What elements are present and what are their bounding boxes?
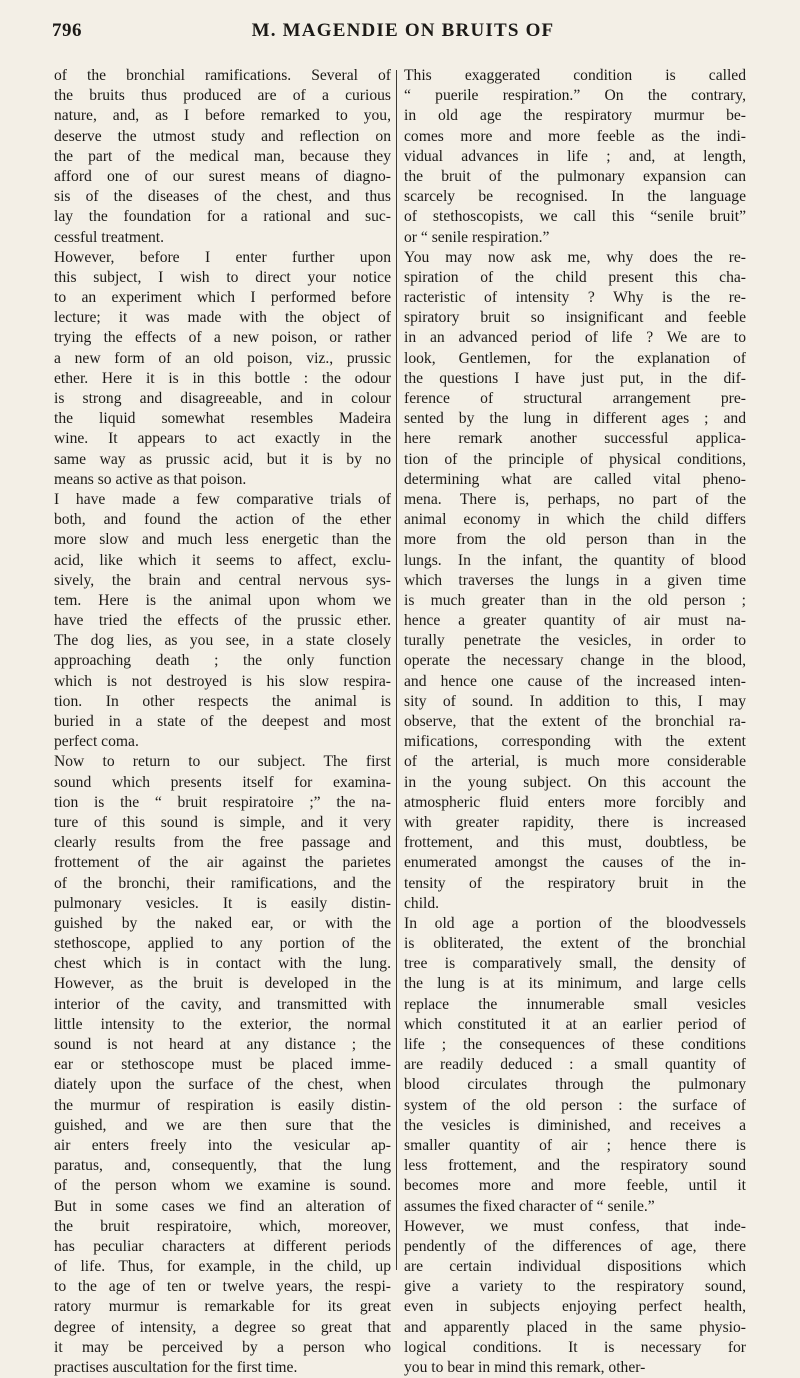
right-column-line: blood circulates through the pulmonary bbox=[404, 1076, 746, 1094]
left-column-line: little intensity to the exterior, the normal bbox=[54, 1015, 391, 1033]
left-column-line: diately upon the surface of the chest, when bbox=[54, 1076, 391, 1094]
left-column-line: has peculiar characters at different periods bbox=[54, 1237, 391, 1255]
right-column-line: the vesicles is diminished, and receives a bbox=[404, 1116, 746, 1134]
right-column-line: less frottement, and the respiratory sound bbox=[404, 1157, 746, 1175]
right-column-line: atmospheric fluid enters more forcibly and bbox=[404, 793, 746, 811]
right-column-line: child. bbox=[404, 894, 440, 912]
left-column-line: However, as the bruit is developed in the bbox=[54, 975, 391, 993]
right-column-line: hence a greater quantity of air must na- bbox=[404, 612, 746, 630]
column-rule bbox=[396, 70, 397, 1270]
left-column-line: the bruit respiratoire, which, moreover, bbox=[54, 1217, 391, 1235]
right-column-line: However, we must confess, that inde- bbox=[404, 1217, 746, 1235]
left-column-line: means so active as that poison. bbox=[54, 470, 247, 488]
right-column-line: is much greater than in the old person ; bbox=[404, 591, 746, 609]
left-column-line: lay the foundation for a rational and suc- bbox=[54, 208, 391, 226]
page-number: 796 bbox=[52, 20, 82, 41]
right-column-line: This exaggerated condition is called bbox=[404, 67, 746, 84]
left-column bbox=[54, 66, 391, 1378]
right-column-line: comes more and more feeble as the indi- bbox=[404, 127, 746, 145]
left-column-line: afford one of our surest means of diagno- bbox=[54, 167, 391, 185]
left-column-line: it may be perceived by a person who bbox=[54, 1338, 391, 1356]
right-column-line: smaller quantity of air ; hence there is bbox=[404, 1136, 746, 1154]
left-column-line: sound which presents itself for examina- bbox=[54, 773, 391, 791]
left-column-line: tem. Here is the animal upon whom we bbox=[54, 591, 391, 609]
left-column-line: ratory murmur is remarkable for its great bbox=[54, 1298, 391, 1316]
right-column-line: observe, that the extent of the bronchial ra- bbox=[404, 713, 746, 730]
left-column-line: deserve the utmost study and reflection on bbox=[54, 127, 391, 145]
right-column-line: turally penetrate the vesicles, in order to bbox=[404, 632, 746, 650]
right-column-line: the lung is at its minimum, and large cells bbox=[404, 975, 746, 993]
right-column bbox=[404, 66, 746, 1378]
right-column-line: or “ senile respiration.” bbox=[404, 228, 550, 246]
left-column-line: degree of intensity, a degree so great that bbox=[54, 1318, 391, 1336]
left-column-line: paratus, and, consequently, that the lung bbox=[54, 1157, 391, 1175]
right-column-line: even in subjects enjoying perfect health, bbox=[404, 1298, 746, 1316]
right-column-line: with greater rapidity, there is increased bbox=[404, 813, 746, 831]
left-column-line: acid, like which it seems to affect, exclu- bbox=[54, 551, 391, 569]
left-column-line: practises auscultation for the first time. bbox=[54, 1359, 298, 1376]
left-column-line: ether. Here it is in this bottle : the odour bbox=[54, 369, 391, 387]
right-column-line: and hence one cause of the increased inten- bbox=[404, 672, 746, 690]
right-column-line: In old age a portion of the bloodvessels bbox=[404, 914, 746, 932]
left-column-line: the part of the medical man, because they bbox=[54, 147, 391, 165]
right-column-line: determining what are called vital pheno- bbox=[404, 470, 746, 488]
left-column-line: I have made a few comparative trials of bbox=[54, 490, 391, 508]
left-column-line: a new form of an old poison, viz., prussic bbox=[54, 349, 391, 367]
left-column-line: clearly results from the free passage and bbox=[54, 834, 391, 852]
left-column-line: But in some cases we find an alteration of bbox=[54, 1197, 391, 1215]
left-column-line: buried in a state of the deepest and most bbox=[54, 713, 391, 730]
left-column-line: However, before I enter further upon bbox=[54, 248, 391, 266]
right-column-line: “ puerile respiration.” On the contrary, bbox=[404, 87, 746, 105]
left-column-line: The dog lies, as you see, in a state closely bbox=[54, 632, 391, 650]
right-column-line: life ; the consequences of these conditions bbox=[404, 1036, 746, 1053]
left-column-line: the bruits thus produced are of a curious bbox=[54, 87, 391, 105]
right-column-line: tensity of the respiratory bruit in the bbox=[404, 874, 746, 892]
left-column-line: perfect coma. bbox=[54, 733, 139, 751]
left-column-line: ture of this sound is simple, and it very bbox=[54, 813, 391, 831]
right-column-line: vidual advances in life ; and, at length, bbox=[404, 147, 746, 165]
left-column-line: the liquid somewhat resembles Madeira bbox=[54, 410, 391, 428]
left-column-line: nature, and, as I before remarked to you, bbox=[54, 107, 391, 125]
left-column-line: sis of the diseases of the chest, and thus bbox=[54, 188, 391, 206]
right-column-line: operate the necessary change in the blood, bbox=[404, 652, 746, 670]
left-column-line: guished by the naked ear, or with the bbox=[54, 914, 391, 932]
right-column-line: racteristic of intensity ? Why is the re- bbox=[404, 289, 746, 307]
left-column-line: sound is not heard at any distance ; the bbox=[54, 1036, 391, 1053]
left-column-line: this subject, I wish to direct your notice bbox=[54, 268, 391, 286]
right-column-line: sented by the lung in different ages ; and bbox=[404, 410, 746, 428]
left-column-line: air enters freely into the vesicular ap- bbox=[54, 1136, 391, 1154]
right-column-line: of stethoscopists, we call this “senile bruit” bbox=[404, 208, 746, 226]
left-column-line: trying the effects of a new poison, or rather bbox=[54, 329, 391, 347]
right-column-line: pendently of the differences of age, there bbox=[404, 1237, 746, 1255]
left-column-line: of the bronchial ramifications. Several of bbox=[54, 67, 391, 84]
right-column-line: you to bear in mind this remark, other- bbox=[404, 1359, 646, 1376]
left-column-line: have tried the effects of the prussic ether. bbox=[54, 612, 391, 630]
left-column-line: guished, and we are then sure that the bbox=[54, 1116, 391, 1134]
right-column-line: in old age the respiratory murmur be- bbox=[404, 107, 746, 125]
left-column-line: of life. Thus, for example, in the child, up bbox=[54, 1258, 391, 1276]
left-column-line: stethoscope, applied to any portion of the bbox=[54, 935, 391, 953]
right-column-line: give a variety to the respiratory sound, bbox=[404, 1278, 746, 1296]
left-column-line: interior of the cavity, and transmitted with bbox=[54, 995, 391, 1013]
right-column-line: assumes the fixed character of “ senile.” bbox=[404, 1197, 655, 1215]
right-column-line: spiration of the child present this cha- bbox=[404, 268, 746, 286]
left-column-line: tion. In other respects the animal is bbox=[54, 692, 391, 710]
right-column-line: in an advanced period of life ? We are to bbox=[404, 329, 746, 347]
left-column-line: ear or stethoscope must be placed imme- bbox=[54, 1056, 391, 1074]
right-column-line: logical conditions. It is necessary for bbox=[404, 1338, 746, 1356]
left-column-line: frottement of the air against the parietes bbox=[54, 854, 391, 872]
right-column-line: mena. There is, perhaps, no part of the bbox=[404, 490, 746, 508]
right-column-line: here remark another successful applica- bbox=[404, 430, 746, 448]
right-column-line: are readily deduced : a small quantity of bbox=[404, 1056, 746, 1074]
right-column-line: mifications, corresponding with the extent bbox=[404, 733, 746, 751]
left-column-line: sively, the brain and central nervous sys- bbox=[54, 571, 391, 589]
right-column-line: lungs. In the infant, the quantity of blood bbox=[404, 551, 746, 569]
left-column-line: the murmur of respiration is easily distin- bbox=[54, 1096, 391, 1114]
right-column-line: look, Gentlemen, for the explanation of bbox=[404, 349, 746, 367]
running-head: M. MAGENDIE ON BRUITS OF bbox=[251, 20, 555, 41]
left-column-line: cessful treatment. bbox=[54, 228, 164, 246]
right-column-line: are certain individual dispositions which bbox=[404, 1258, 746, 1276]
right-column-line: becomes more and more feeble, until it bbox=[404, 1177, 746, 1195]
right-column-line: spiratory bruit so insignificant and feeble bbox=[404, 309, 746, 327]
right-column-line: the questions I have just put, in the dif- bbox=[404, 369, 746, 387]
right-column-line: the bruit of the pulmonary expansion can bbox=[404, 167, 746, 185]
right-column-line: frottement, and this must, doubtless, be bbox=[404, 834, 746, 852]
right-column-line: animal economy in which the child differs bbox=[404, 511, 746, 529]
left-column-line: approaching death ; the only function bbox=[54, 652, 391, 670]
right-column-line: tion of the principle of physical conditions, bbox=[404, 450, 746, 468]
left-column-line: of the person whom we examine is sound. bbox=[54, 1177, 391, 1195]
page-header bbox=[52, 20, 754, 50]
left-column-line: wine. It appears to act exactly in the bbox=[54, 430, 391, 448]
left-column-line: chest which is in contact with the lung. bbox=[54, 955, 391, 973]
left-column-line: lecture; it was made with the object of bbox=[54, 309, 391, 327]
right-column-line: which constituted it at an earlier period of bbox=[404, 1015, 746, 1033]
right-column-line: system of the old person : the surface of bbox=[404, 1096, 746, 1114]
left-column-line: both, and found the action of the ether bbox=[54, 511, 391, 529]
left-column-line: to an experiment which I performed before bbox=[54, 289, 391, 307]
left-column-line: to the age of ten or twelve years, the respi- bbox=[54, 1278, 391, 1296]
right-column-line: ference of structural arrangement pre- bbox=[404, 390, 746, 407]
left-column-line: Now to return to our subject. The first bbox=[54, 753, 391, 771]
left-column-line: more slow and much less energetic than the bbox=[54, 531, 391, 549]
right-column-line: and apparently placed in the same physio- bbox=[404, 1318, 746, 1336]
left-column-line: tion is the “ bruit respiratoire ;” the na- bbox=[54, 793, 391, 811]
right-column-line: You may now ask me, why does the re- bbox=[404, 248, 746, 266]
left-column-line: of the bronchi, their ramifications, and the bbox=[54, 874, 391, 892]
right-column-line: which traverses the lungs in a given time bbox=[404, 571, 746, 589]
left-column-line: pulmonary vesicles. It is easily distin- bbox=[54, 894, 391, 912]
right-column-line: scarcely be recognised. In the language bbox=[404, 188, 746, 206]
right-column-line: tree is comparatively small, the density of bbox=[404, 955, 746, 973]
right-column-line: in the young subject. On this account the bbox=[404, 773, 746, 791]
right-column-line: more from the old person than in the bbox=[404, 531, 746, 549]
right-column-line: of the arterial, is much more considerable bbox=[404, 753, 746, 771]
left-column-line: which is not destroyed is his slow respira- bbox=[54, 672, 391, 690]
right-column-line: enumerated amongst the causes of the in- bbox=[404, 854, 746, 872]
right-column-line: sity of sound. In addition to this, I may bbox=[404, 692, 746, 710]
left-column-line: same way as prussic acid, but it is by no bbox=[54, 450, 391, 468]
right-column-line: replace the innumerable small vesicles bbox=[404, 995, 746, 1013]
right-column-line: is obliterated, the extent of the bronchial bbox=[404, 935, 746, 953]
left-column-line: is strong and disagreeable, and in colour bbox=[54, 390, 391, 407]
